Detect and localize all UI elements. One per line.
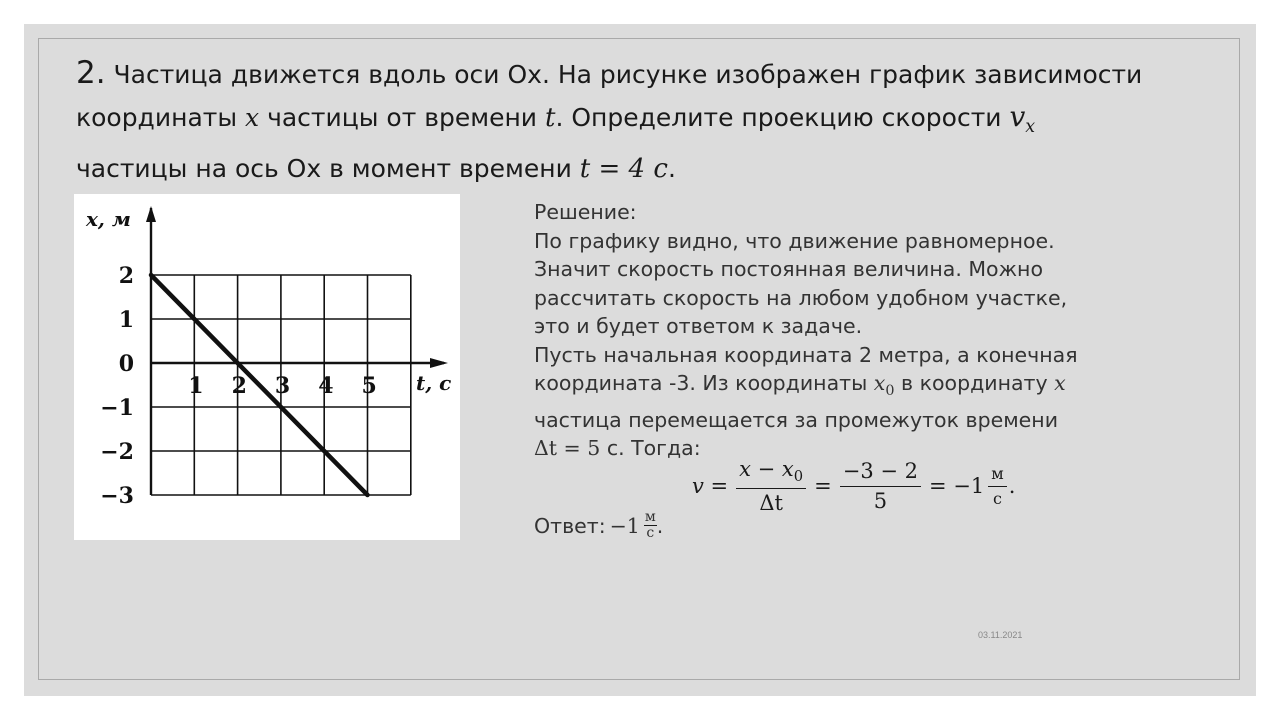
solution-line-1: По графику видно, что движение равномерное.: [534, 228, 1055, 253]
answer-unit-numerator: м: [644, 509, 656, 525]
delta-t-equation: Δt = 5: [534, 436, 601, 461]
answer-end: .: [656, 513, 664, 538]
problem-statement: [76, 52, 1176, 190]
var-x-final: x: [1054, 371, 1066, 395]
solution-line-6: [534, 369, 1174, 406]
solution-line-4: это и будет ответом к задаче.: [534, 314, 863, 338]
slide-date: 03.11.2021: [978, 630, 1023, 640]
y-tick-label: 0: [118, 351, 134, 377]
x-tick-label: 2: [231, 373, 247, 399]
answer-label: Ответ:: [534, 513, 606, 538]
y-tick-label: −1: [100, 395, 134, 421]
var-v: v: [1009, 100, 1026, 133]
answer: [534, 510, 663, 541]
formula-eq-2: = −1: [929, 474, 985, 498]
solution-line-6b: в координату: [894, 371, 1055, 395]
y-axis-label: x, м: [86, 207, 131, 231]
problem-line-3: частицы на ось Ох в момент времени: [76, 154, 580, 183]
var-t: t: [545, 103, 556, 133]
x-axis-arrow: [430, 358, 448, 368]
problem-line-2b: частицы от времени: [259, 103, 545, 132]
problem-line-1: Частица движется вдоль оси Ох. На рисунке изображен график зависимости: [113, 60, 1143, 89]
y-tick-label: 2: [118, 263, 134, 289]
fraction-1-numerator: x − x: [739, 456, 794, 481]
time-equation: t = 4 c: [579, 154, 668, 184]
formula-end: .: [1008, 474, 1016, 498]
y-axis-arrow: [146, 206, 156, 222]
var-v-subscript: x: [1025, 117, 1036, 137]
answer-unit: [644, 510, 657, 541]
fraction-2-numerator: −3 − 2: [840, 459, 921, 487]
x-tick-label: 4: [318, 373, 334, 399]
var-x0: x: [873, 371, 886, 395]
problem-number: 2.: [76, 55, 106, 91]
solution: [534, 198, 1174, 463]
solution-line-3: рассчитать скорость на любом удобном участке,: [534, 285, 1068, 310]
formula-unit: [988, 464, 1006, 508]
formula-unit-numerator: м: [988, 464, 1006, 487]
solution-heading: Решение:: [534, 200, 637, 224]
answer-value: −1: [609, 513, 640, 538]
graph-panel: [74, 194, 460, 540]
x-tick-label: 5: [361, 373, 377, 399]
problem-line-3-end: .: [667, 154, 676, 183]
series-line: [151, 275, 368, 495]
solution-line-8-rest: с. Тогда:: [600, 436, 701, 461]
solution-line-5: Пусть начальная координата 2 метра, а конечная: [534, 342, 1078, 367]
fraction-1-denominator: Δt: [759, 491, 783, 516]
answer-unit-denominator: с: [646, 525, 655, 541]
formula-lhs: v =: [692, 474, 729, 498]
y-tick-label: −3: [100, 483, 134, 509]
velocity-formula: [692, 456, 1015, 516]
coordinate-time-graph: [74, 194, 460, 540]
problem-line-2a: координаты: [76, 103, 246, 132]
var-x: x: [245, 103, 260, 132]
solution-line-2: Значит скорость постоянная величина. Можно: [534, 257, 1044, 281]
problem-line-2c: . Определите проекцию скорости: [555, 103, 1010, 132]
fraction-displacement: [736, 457, 806, 515]
fraction-2-denominator: 5: [873, 489, 888, 513]
formula-unit-denominator: с: [992, 489, 1002, 508]
x-tick-label: 1: [188, 373, 204, 399]
x-axis-label: t, с: [416, 371, 452, 395]
fraction-1-numerator-sub: 0: [793, 468, 804, 486]
y-tick-label: −2: [100, 439, 134, 465]
solution-line-7: частица перемещается за промежуток времени: [534, 407, 1059, 432]
solution-line-6a: координата -3. Из координаты: [534, 371, 874, 395]
y-tick-label: 1: [118, 307, 134, 333]
var-x0-subscript: 0: [885, 383, 895, 400]
formula-eq-1: =: [814, 474, 832, 498]
x-tick-label: 3: [274, 373, 291, 399]
fraction-values: [840, 459, 921, 513]
